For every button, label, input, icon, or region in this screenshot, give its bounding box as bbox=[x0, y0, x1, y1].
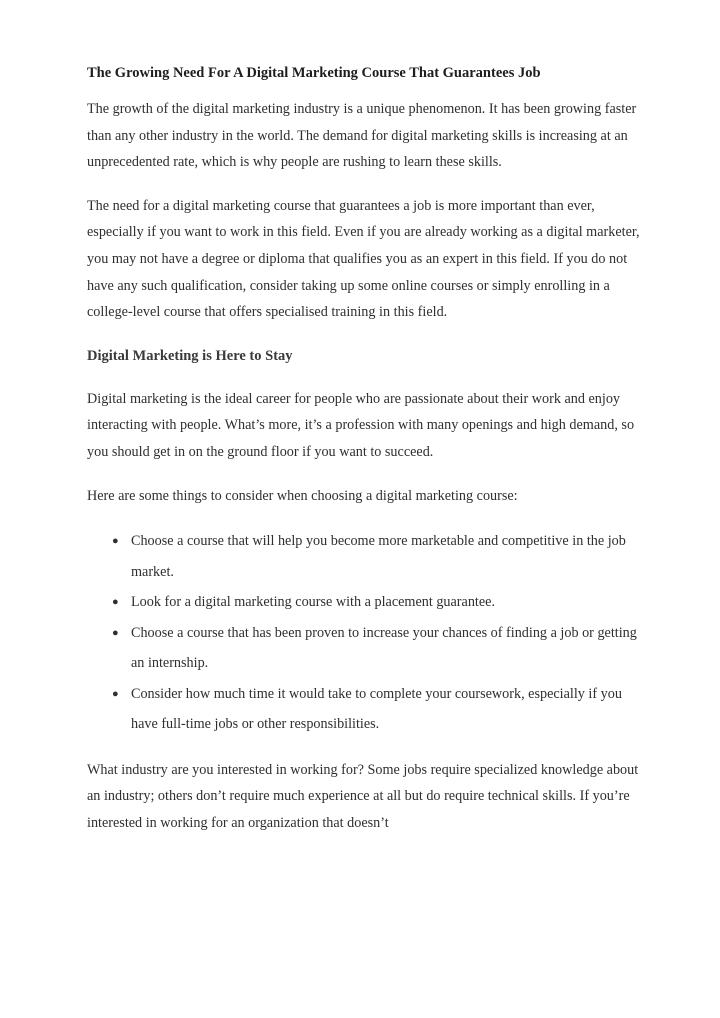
section-paragraph-1: Digital marketing is the ideal career for people who are passionate about their work and enjoy interacting with people. What’s more, it’s a profession with many openings and high demand, so you should get in on the ground floor if you want to succeed. bbox=[87, 390, 635, 460]
list-item bbox=[87, 618, 647, 679]
list-item bbox=[87, 679, 647, 740]
bullet-icon: ● bbox=[112, 535, 119, 548]
list-item bbox=[87, 526, 647, 587]
list-item bbox=[87, 587, 647, 618]
bullet-icon: ● bbox=[112, 687, 119, 700]
document-page bbox=[87, 60, 647, 853]
intro-paragraph-1: The growth of the digital marketing industry is a unique phenomenon. It has been growing faster than any other industry in the world. The demand for digital marketing skills is increasing at an unprecedented rate, which is why people are rushing to learn these skills. bbox=[87, 101, 637, 171]
bullet-icon: ● bbox=[112, 596, 119, 609]
list-item-text: Consider how much time it would take to complete your coursework, especially if you have full-time jobs or other responsibilities. bbox=[131, 685, 622, 733]
closing-paragraph: What industry are you interested in working for? Some jobs require specialized knowledge about an industry; others don’t require much experience at all but do require technical skills. If you’re interested in working for an organization that doesn’t bbox=[87, 761, 639, 831]
section-heading: Digital Marketing is Here to Stay bbox=[87, 347, 293, 364]
section-paragraph-2: Here are some things to consider when choosing a digital marketing course: bbox=[87, 487, 518, 504]
list-item-text: Choose a course that has been proven to increase your chances of finding a job or getting an internship. bbox=[131, 624, 637, 672]
document-title: The Growing Need For A Digital Marketing Course That Guarantees Job bbox=[87, 65, 541, 81]
bullet-list bbox=[87, 526, 647, 740]
list-item-text: Look for a digital marketing course with a placement guarantee. bbox=[131, 594, 496, 611]
list-item-text: Choose a course that will help you become more marketable and competitive in the job market. bbox=[131, 533, 626, 580]
intro-paragraph-2: The need for a digital marketing course that guarantees a job is more important than ever, especially if you want to work in this field. Even if you are already working as a digital marketer, you may not have a degree or diploma that qualifies you as an expert in this field. If you do not have any such qualification, consider taking up some online courses or simply enrolling in a college-level course that offers specialised training in this field. bbox=[87, 197, 640, 321]
bullet-icon: ● bbox=[112, 626, 119, 639]
